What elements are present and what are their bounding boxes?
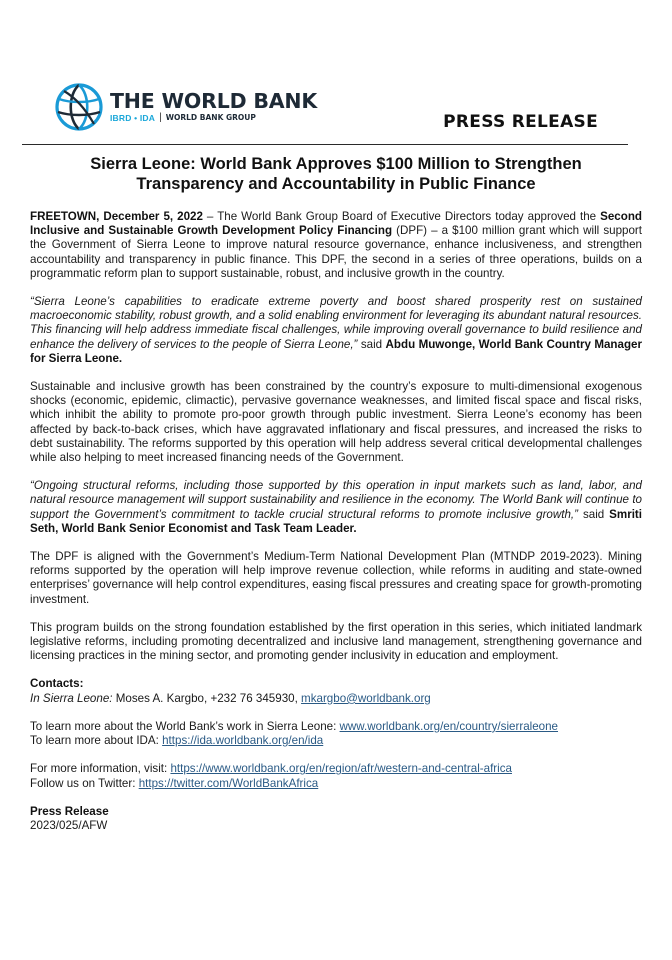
document-header [22, 80, 628, 145]
info-link-label: For more information, visit: [30, 762, 171, 776]
release-info [30, 805, 642, 833]
ida-link-line [30, 734, 642, 748]
twitter-link[interactable]: https://twitter.com/WorldBankAfrica [138, 776, 319, 790]
quote-speaker: Abdu Muwonge, World Bank Country Manager for Sierra Leone. [30, 337, 642, 365]
quote-text: “Ongoing structural reforms, including those supported by this operation in input markets such as land, labor, and natural resource management will support sustainability and resilience in the economy. The World Bank will continue to support the Government’s commitment to tackle crucial structural reforms to promote inclusive growth,” [30, 479, 642, 521]
intro-text-b: (DPF) – a $100 million grant which will support the Government of Sierra Leone to improve natural resource governance, enhance inclusiveness, and strengthen accountability and transparency in public finance. This DPF, the second in a series of three operations, builds on a programmatic reform plan to support sustainable, robust, and inclusive growth in the country. [30, 224, 642, 280]
contact-location: In Sierra Leone: [30, 691, 113, 705]
paragraph-quote-country-manager [30, 295, 642, 366]
press-release-badge: PRESS RELEASE [443, 112, 598, 132]
ida-link[interactable]: https://ida.worldbank.org/en/ida [162, 734, 324, 748]
paragraph-quote-economist [30, 479, 642, 536]
contacts-section [30, 677, 642, 790]
contact-email-link[interactable]: mkargbo@worldbank.org [301, 691, 431, 705]
logo-subtitle [110, 112, 317, 124]
contacts-heading: Contacts: [30, 677, 84, 691]
program-name: Second Inclusive and Sustainable Growth Development Policy Financing [30, 210, 642, 238]
quote-speaker: Smriti Seth, World Bank Senior Economist and Task Team Leader. [30, 507, 643, 535]
release-label: Press Release [30, 804, 109, 818]
country-link-label: To learn more about the World Bank’s work in Sierra Leone: [30, 719, 340, 733]
article-body [30, 210, 642, 833]
info-link-line [30, 762, 642, 776]
world-bank-globe-icon [54, 82, 104, 132]
logo-title: THE WORLD BANK [110, 89, 318, 113]
country-page-link[interactable]: www.worldbank.org/en/country/sierraleone [339, 719, 559, 733]
contact-line [30, 692, 642, 706]
paragraph-intro [30, 210, 642, 281]
logo-group: WORLD BANK GROUP [165, 113, 256, 122]
headline [30, 154, 642, 194]
country-link-line [30, 720, 642, 734]
logo-separator: | [159, 112, 162, 123]
said-text: said [357, 337, 386, 351]
paragraph-alignment: The DPF is aligned with the Government’s Medium-Term National Development Plan (MTNDP 2019-2023). Mining reforms supported by the operation will help improve revenue collection, while reforms in auditing and state-owned enterprises’ governance will help control expenditures, easing fiscal pressures and creating space for growth-promoting investment. [30, 550, 642, 606]
contact-details: Moses A. Kargbo, +232 76 345930, [112, 691, 302, 705]
headline-line-2: Transparency and Accountability in Public Finance [136, 175, 536, 193]
paragraph-foundation: This program builds on the strong foundation established by the first operation in this series, which initiated landmark legislative reforms, including promoting decentralized and inclusive land management, strengthening governance and licensing practices in the mining sector, and promoting gender inclusivity in education and employment. [30, 620, 642, 663]
ida-link-label: To learn more about IDA: [30, 734, 163, 748]
quote-text: “Sierra Leone’s capabilities to eradicate extreme poverty and boost shared prosperity rest on sustained macroeconomic stability, robust growth, and a solid enabling environment for leveraging its abundant natural resources. This financing will help address immediate fiscal challenges, while improving overall governance to build resilience and enhance the delivery of services to the people of Sierra Leone,” [30, 295, 643, 351]
intro-text-a: – The World Bank Group Board of Executive Directors today approved the [202, 210, 601, 223]
paragraph-context: Sustainable and inclusive growth has been constrained by the country’s exposure to multi-dimensional exogenous shocks (economic, epidemic, climactic), pervasive governance weaknesses, and limited fiscal space and fiscal risks, which inhibit the ability to promote pro-poor growth through public investment. Sierra Leone’s economy has been affected by back-to-back crises, which have aggravated inflationary and fiscal pressures, and increased the risks to debt sustainability. The reforms supported by this operation will help address several critical developmental challenges while also helping to meet increased financing needs of the Government. [30, 380, 642, 465]
said-text: said [578, 507, 610, 521]
dateline: FREETOWN, December 5, 2022 [30, 210, 203, 223]
twitter-link-line [30, 777, 642, 791]
region-info-link[interactable]: https://www.worldbank.org/en/region/afr/western-and-central-africa [170, 762, 512, 776]
twitter-link-label: Follow us on Twitter: [30, 776, 139, 790]
headline-line-1: Sierra Leone: World Bank Approves $100 Million to Strengthen [90, 155, 582, 173]
world-bank-logo [54, 82, 317, 132]
logo-ibrd-ida: IBRD • IDA [110, 113, 156, 123]
release-number: 2023/025/AFW [30, 818, 108, 832]
